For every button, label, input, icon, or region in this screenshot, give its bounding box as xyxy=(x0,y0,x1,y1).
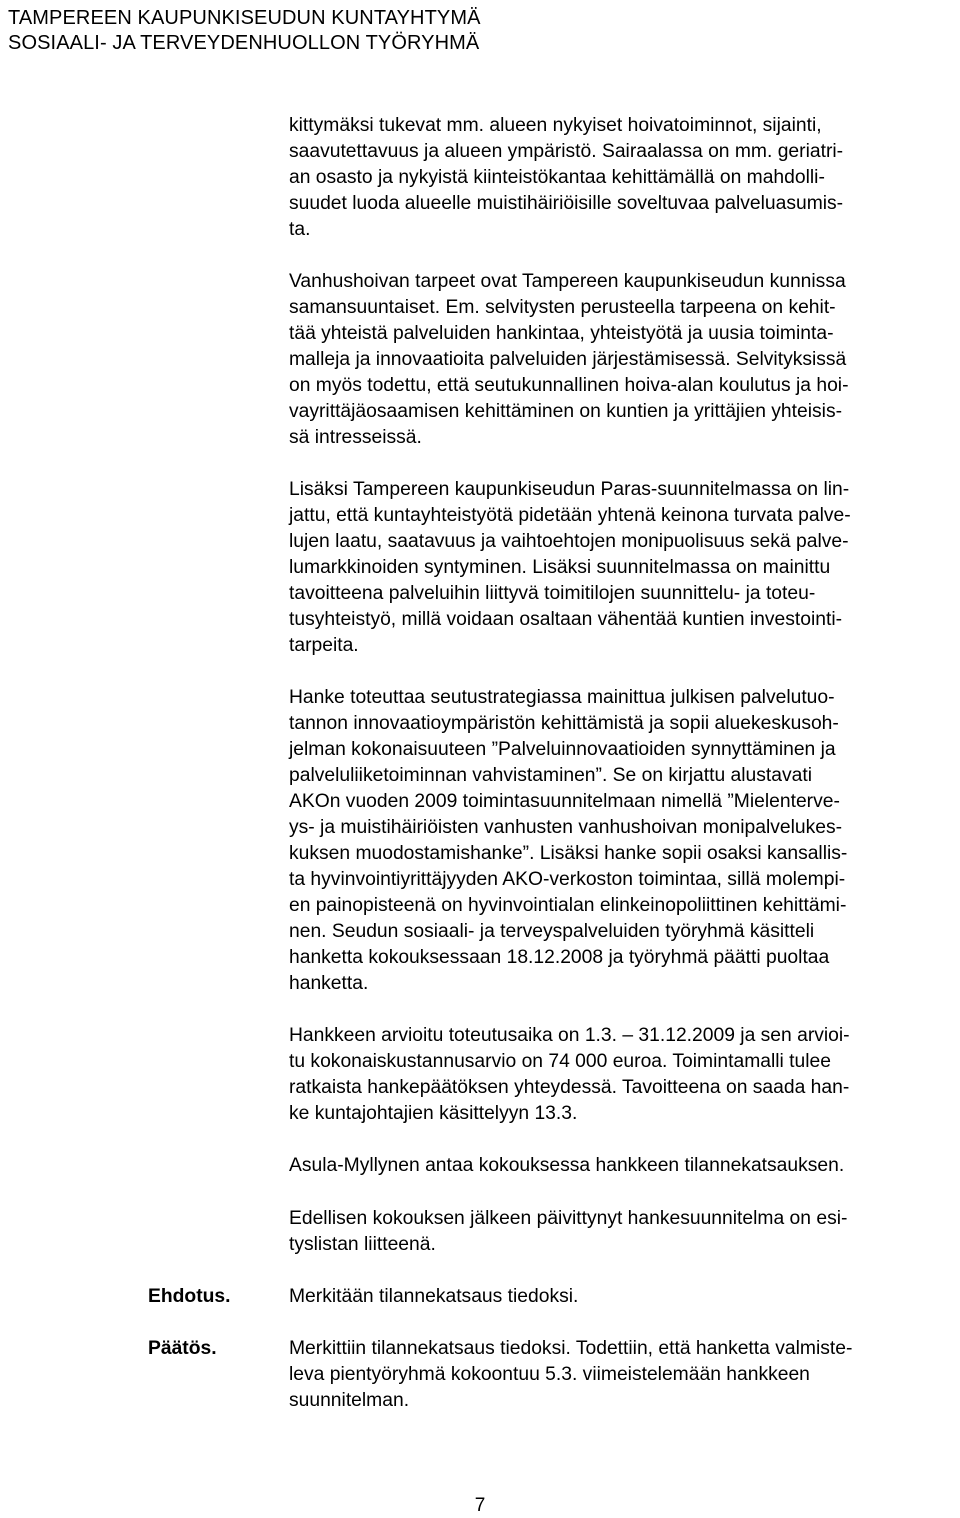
decision-label: Päätös. xyxy=(148,1338,217,1359)
text-line: saavutettavuus ja alueen ympäristö. Sairaalassa on mm. geriatri- xyxy=(289,141,844,162)
text-line: tää yhteistä palveluiden hankintaa, yhteistyötä ja uusia toiminta- xyxy=(289,323,834,344)
text-line: nen. Seudun sosiaali- ja terveyspalveluiden työryhmä käsitteli xyxy=(289,921,815,942)
proposal-label: Ehdotus. xyxy=(148,1286,231,1307)
text-line: sä intresseissä. xyxy=(289,427,422,448)
text-line: lumarkkinoiden syntyminen. Lisäksi suunnitelmassa on mainittu xyxy=(289,557,831,578)
text-line: ta. xyxy=(289,219,311,240)
text-line: tannon innovaatioympäristön kehittämistä ja sopii aluekeskusoh- xyxy=(289,713,839,734)
text-line: an osasto ja nykyistä kiinteistökantaa kehittämällä on mahdolli- xyxy=(289,167,825,188)
text-line: Hanke toteuttaa seutustrategiassa mainittua julkisen palvelutuo- xyxy=(289,687,835,708)
text-line: tarpeita. xyxy=(289,635,359,656)
text-line: hanketta kokouksessaan 18.12.2008 ja työryhmä päätti puoltaa xyxy=(289,947,830,968)
text-line: Hankkeen arvioitu toteutusaika on 1.3. – 31.12.2009 ja sen arvioi- xyxy=(289,1025,850,1046)
text-line: tyslistan liitteenä. xyxy=(289,1234,436,1255)
text-line: ys- ja muistihäiriöisten vanhusten vanhushoivan monipalvelukes- xyxy=(289,817,843,838)
text-line: kittymäksi tukevat mm. alueen nykyiset hoivatoiminnot, sijainti, xyxy=(289,115,822,136)
text-line: on myös todettu, että seutukunnallinen hoiva-alan koulutus ja hoi- xyxy=(289,375,849,396)
header-working-group: SOSIAALI- JA TERVEYDENHUOLLON TYÖRYHMÄ xyxy=(8,32,480,54)
text-line: Merkitään tilannekatsaus tiedoksi. xyxy=(289,1286,579,1307)
text-line: suudet luoda alueelle muistihäiriöisille soveltuvaa palveluasumis- xyxy=(289,193,844,214)
text-line: ke kuntajohtajien käsittelyyn 13.3. xyxy=(289,1103,578,1124)
text-line: ratkaista hankepäätöksen yhteydessä. Tavoitteena on saada han- xyxy=(289,1077,850,1098)
text-line: jattu, että kuntayhteistyötä pidetään yhtenä keinona turvata palve- xyxy=(289,505,851,526)
text-line: tavoitteena palveluihin liittyvä toimitilojen suunnittelu- ja toteu- xyxy=(289,583,816,604)
paragraph-schedule-budget xyxy=(289,1023,949,1127)
text-line: Vanhushoivan tarpeet ovat Tampereen kaupunkiseudun kunnissa xyxy=(289,271,846,292)
text-line: jelman kokonaisuuteen ”Palveluinnovaatioiden synnyttäminen ja xyxy=(289,739,836,760)
paragraph-status-report xyxy=(289,1153,949,1179)
paragraph-attachment xyxy=(289,1206,949,1258)
text-line: AKOn vuoden 2009 toimintasuunnitelmaan nimellä ”Mielenterve- xyxy=(289,791,840,812)
decision-text xyxy=(289,1336,949,1414)
paragraph-paras-plan xyxy=(289,477,949,659)
text-line: lujen laatu, saatavuus ja vaihtoehtojen monipuolisuus sekä palve- xyxy=(289,531,849,552)
text-line: leva pientyöryhmä kokoontuu 5.3. viimeistelemään hankkeen xyxy=(289,1364,810,1385)
paragraph-elderly-care-needs xyxy=(289,269,949,451)
text-line: suunnitelman. xyxy=(289,1390,410,1411)
header-organization: TAMPEREEN KAUPUNKISEUDUN KUNTAYHTYMÄ xyxy=(8,7,481,29)
text-line: kuksen muodostamishanke”. Lisäksi hanke sopii osaksi kansallis- xyxy=(289,843,848,864)
text-line: en painopisteenä on hyvinvointialan elinkeinopoliittinen kehittämi- xyxy=(289,895,847,916)
text-line: hanketta. xyxy=(289,973,369,994)
text-line: vayrittäjäosaamisen kehittäminen on kuntien ja yrittäjien yhteisis- xyxy=(289,401,842,422)
paragraph-project-strategy xyxy=(289,685,949,997)
text-line: tu kokonaiskustannusarvio on 74 000 euroa. Toimintamalli tulee xyxy=(289,1051,831,1072)
text-line: Edellisen kokouksen jälkeen päivittynyt hankesuunnitelma on esi- xyxy=(289,1208,848,1229)
text-line: tusyhteistyö, millä voidaan osaltaan vähentää kuntien investointi- xyxy=(289,609,843,630)
text-line: ta hyvinvointiyrittäjyyden AKO-verkoston toimintaa, sillä molempi- xyxy=(289,869,846,890)
page-number: 7 xyxy=(474,1495,486,1516)
paragraph-location xyxy=(289,113,949,243)
text-line: samansuuntaiset. Em. selvitysten perusteella tarpeena on kehit- xyxy=(289,297,836,318)
text-line: Merkittiin tilannekatsaus tiedoksi. Todettiin, että hanketta valmiste- xyxy=(289,1338,853,1359)
text-line: Asula-Myllynen antaa kokouksessa hankkeen tilannekatsauksen. xyxy=(289,1155,845,1176)
text-line: palveluliiketoiminnan vahvistaminen”. Se on kirjattu alustavati xyxy=(289,765,813,786)
proposal-text xyxy=(289,1284,949,1310)
text-line: Lisäksi Tampereen kaupunkiseudun Paras-suunnitelmassa on lin- xyxy=(289,479,850,500)
document-header xyxy=(8,6,948,56)
text-line: malleja ja innovaatioita palveluiden järjestämisessä. Selvityksissä xyxy=(289,349,847,370)
